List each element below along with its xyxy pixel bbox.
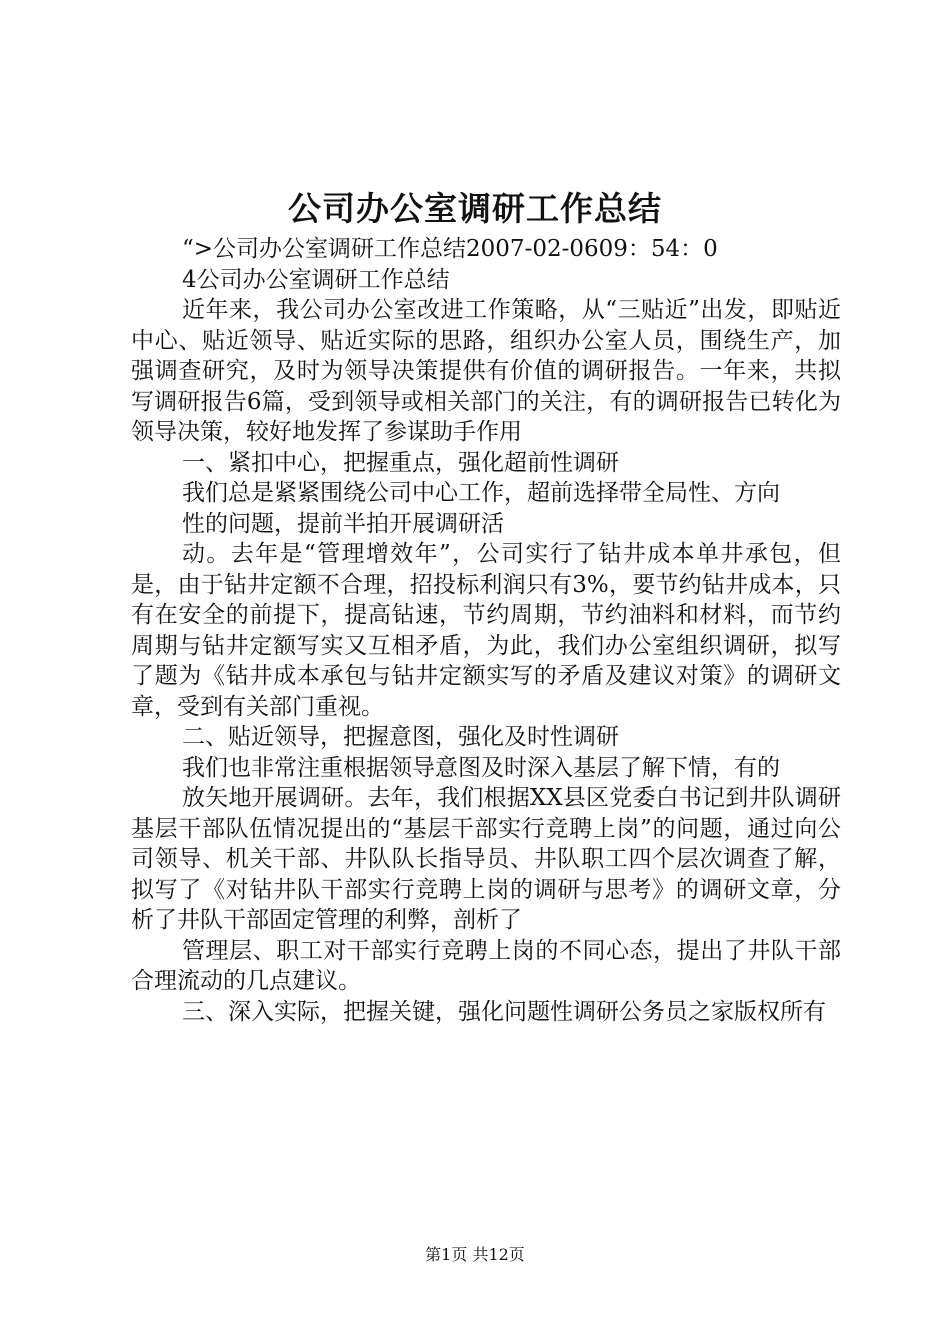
paragraph-section-2b: 放矢地开展调研。去年，我们根据XX县区党委白书记到井队调研基层干部队伍情况提出的“基层干部实行竞聘上岗”的问题，通过向公司领导、机关干部、井队队长指导员、井队职工四个层次调查了解，拟写了《对钻井队干部实行竞聘上岗的调研与思考》的调研文章，分析了井队干部固定管理的利弊，剖析了 bbox=[131, 785, 841, 933]
paragraph-section-2c: 管理层、职工对干部实行竞聘上岗的不同心态，提出了井队干部合理流动的几点建议。 bbox=[131, 937, 841, 994]
paragraph-intro: 近年来，我公司办公室改进工作策略，从“三贴近”出发，即贴近中心、贴近领导、贴近实际的思路，组织办公室人员，围绕生产，加强调查研究，及时为领导决策提供有价值的调研报告。一年来，共拟写调研报告6篇，受到领导或相关部门的关注，有的调研报告已转化为领导决策，较好地发挥了参谋助手作用 bbox=[131, 297, 841, 445]
paragraph-header-line: “>公司办公室调研工作总结2007-02-0609：54：0 bbox=[182, 236, 718, 262]
paragraph-header-continuation: 4公司办公室调研工作总结 bbox=[182, 266, 450, 293]
paragraph-section-1b: 性的问题，提前半拍开展调研活 bbox=[182, 510, 504, 537]
document-title: 公司办公室调研工作总结 bbox=[288, 189, 662, 228]
document-body bbox=[131, 234, 841, 1027]
page-number: 第1页 共12页 bbox=[425, 1245, 525, 1264]
paragraph-section-2a: 我们也非常注重根据领导意图及时深入基层了解下情，有的 bbox=[182, 754, 780, 781]
paragraph-section-1c: 动。去年是“管理增效年”，公司实行了钻井成本单井承包，但是，由于钻井定额不合理，招投标利润只有3%，要节约钻井成本，只有在安全的前提下，提高钻速，节约周期，节约油料和材料，而节约周期与钻井定额写实又互相矛盾，为此，我们办公室组织调研，拟写了题为《钻井成本承包与钻井定额实写的矛盾及建议对策》的调研文章，受到有关部门重视。 bbox=[131, 541, 841, 720]
section-heading-3: 三、深入实际，把握关键，强化问题性调研公务员之家版权所有 bbox=[182, 998, 826, 1025]
paragraph-section-1a: 我们总是紧紧围绕公司中心工作，超前选择带全局性、方向 bbox=[182, 480, 780, 506]
section-heading-2: 二、贴近领导，把握意图，强化及时性调研 bbox=[182, 724, 619, 750]
section-heading-1: 一、紧扣中心，把握重点，强化超前性调研 bbox=[182, 449, 619, 476]
